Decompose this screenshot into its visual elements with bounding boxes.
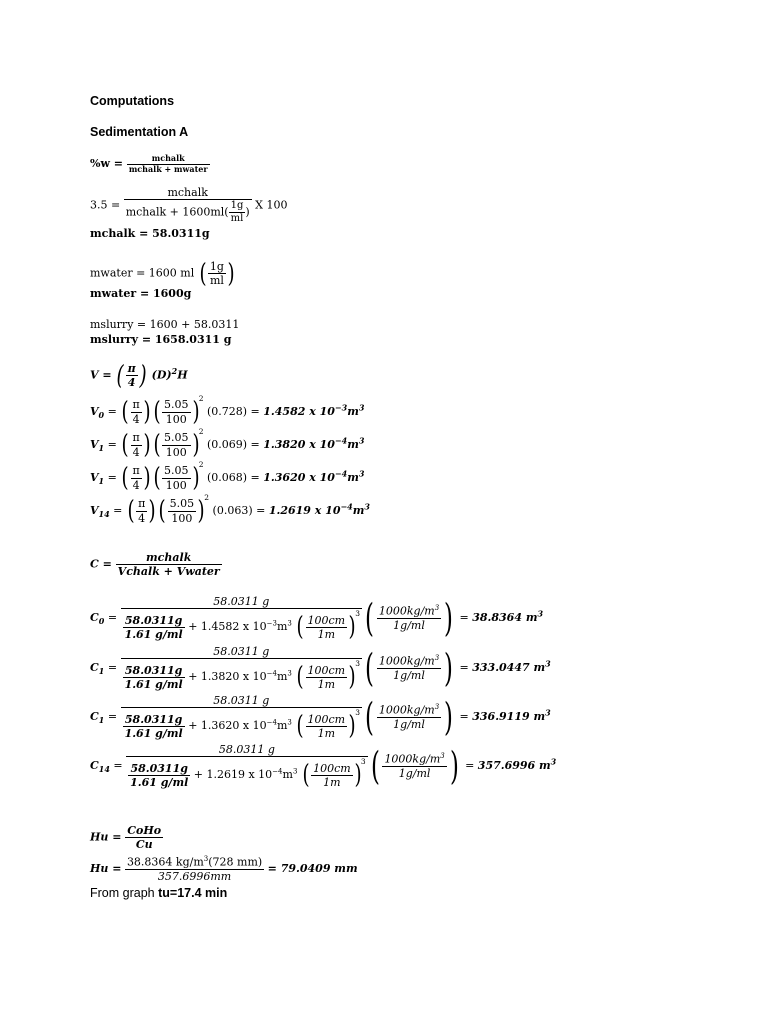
concentration-row: $C_1$ = 58.0311 g $\frac{58.0311g}{1.61 g/ml}$ + 1.3820 x $10^{-4}m^3$ ( $\frac{100cm}{1m}$ )$^3$ ( $\frac{1000kg/m^3}{1g/ml}$ ) = 333.0447 $m^3$ xyxy=(90,645,551,693)
concentration-plus-unit: m xyxy=(276,719,288,733)
heading-computations: Computations xyxy=(90,94,175,108)
volume-result-unit: m xyxy=(352,504,365,517)
concentration-symbol: $C_1$ xyxy=(90,709,105,726)
concentration-cm-fraction xyxy=(306,664,348,691)
concentration-fraction xyxy=(121,595,362,641)
hu-calculation xyxy=(90,855,358,883)
concentration-plus-unit-exp: 3 xyxy=(287,718,292,727)
volume-diameter-fraction xyxy=(168,497,197,524)
volume-formula-d: (D) xyxy=(151,368,172,382)
mwater-result: mwater = 1600g xyxy=(90,287,192,300)
concentration-kg-fraction xyxy=(377,604,441,632)
volume-row: $V_0$ = ( $\frac{\pi}{4}$ ) ( $\frac{5.05}{100}$ )$^2$ (0.728) = 1.4582 x $10^{-3}m^3$ xyxy=(90,394,365,427)
concentration-row: $C_0$ = 58.0311 g $\frac{58.0311g}{1.61 g/ml}$ + 1.4582 x $10^{-3}m^3$ ( $\frac{100cm}{1m}$ )$^3$ ( $\frac{1000kg/m^3}{1g/ml}$ ) = 38.8364 $m^3$ xyxy=(90,595,544,643)
concentration-numerator: 58.0311 g xyxy=(121,645,362,659)
concentration-result-exp: 3 xyxy=(545,707,551,718)
from-graph-line xyxy=(90,886,227,900)
hu-calc-fraction xyxy=(125,855,264,883)
mwater-num: 1g xyxy=(209,260,224,273)
volume-result-unit-exp: 3 xyxy=(358,435,365,446)
volume-pi-fraction xyxy=(131,431,142,458)
equation-3-5-numerator: mchalk xyxy=(124,186,252,200)
concentration-cm-exp: 3 xyxy=(360,757,366,767)
mslurry-result: mslurry = 1658.0311 g xyxy=(90,333,232,346)
volume-formula-pi: π xyxy=(127,362,136,375)
volume-result-value: 1.2619 x 10 xyxy=(268,504,341,517)
concentration-kg-open: ( xyxy=(365,645,374,690)
concentration-plus-exp: −4 xyxy=(266,718,277,727)
volume-result-unit-exp: 3 xyxy=(358,402,365,413)
volume-result-value: 1.3620 x 10 xyxy=(263,471,335,484)
mchalk-result: mchalk = 58.0311g xyxy=(90,227,210,240)
percent-w-numerator: mchalk xyxy=(127,154,210,165)
volume-result xyxy=(268,501,370,517)
concentration-kg-den: 1g/ml xyxy=(393,618,425,632)
volume-open-paren-1: ( xyxy=(121,430,129,460)
volume-symbol xyxy=(90,504,110,520)
volume-diameter-fraction xyxy=(162,398,191,425)
mwater-lhs: mwater = 1600 ml xyxy=(90,266,195,280)
concentration-cm-den: 1m xyxy=(317,677,336,691)
volume-close-paren-1: ) xyxy=(143,397,151,427)
equation-3-5-den-text: mchalk + 1600ml( xyxy=(125,205,229,219)
volume-result xyxy=(263,435,365,451)
volume-pi-den: 4 xyxy=(132,412,140,426)
concentration-kg-num xyxy=(377,703,441,718)
hu-calc-num-rest: (728 mm) xyxy=(208,855,263,869)
concentration-cm-fraction xyxy=(306,713,348,740)
volume-result-value: 1.3820 x 10 xyxy=(263,438,335,451)
volume-pi-num: π xyxy=(132,464,140,478)
volume-height: (0.063) = xyxy=(212,504,266,517)
hu-calc-result: = 79.0409 mm xyxy=(267,862,358,876)
percent-w-den-a: mchalk xyxy=(128,163,162,174)
concentration-kg-num-text: 1000kg/m xyxy=(378,654,435,668)
concentration-kg-fraction xyxy=(377,654,441,682)
concentration-numerator: 58.0311 g xyxy=(121,694,362,708)
concentration-cm-close: ) xyxy=(354,760,362,791)
concentration-result-value: 38.8364 m xyxy=(472,610,538,624)
volume-formula-close-paren: ) xyxy=(139,360,147,391)
volume-result xyxy=(263,468,365,484)
equation-3-5-denominator xyxy=(124,200,252,225)
concentration-plus-unit: m xyxy=(276,670,288,684)
concentration-kg-open: ( xyxy=(370,743,380,788)
concentration-inner-num: 58.0311g xyxy=(123,664,185,678)
volume-open-paren-2: ( xyxy=(153,397,161,427)
hu-calc-lhs: Hu = xyxy=(90,862,122,876)
volume-symbol-letter: V xyxy=(90,438,99,451)
concentration-denominator xyxy=(121,609,362,641)
volume-open-paren-2: ( xyxy=(153,430,161,460)
concentration-fraction xyxy=(126,743,367,789)
concentration-cm-fraction xyxy=(306,614,348,641)
volume-diameter-num: 5.05 xyxy=(164,464,189,478)
concentration-numerator: 58.0311 g xyxy=(121,595,362,609)
volume-formula-exp: 2 xyxy=(171,366,178,377)
equation-3-5-inner-fraction xyxy=(229,200,246,225)
volume-symbol-letter: V xyxy=(90,405,99,418)
mwater-equation xyxy=(90,260,236,287)
concentration-kg-num-exp: 3 xyxy=(434,702,440,711)
concentration-kg-fraction xyxy=(377,703,441,731)
concentration-cm-den: 1m xyxy=(317,627,336,641)
concentration-equals: = xyxy=(459,660,469,674)
volume-result-unit: m xyxy=(347,405,359,418)
volume-symbol-sub: 1 xyxy=(98,443,105,454)
volume-pi-den: 4 xyxy=(138,511,146,525)
equation-3-5 xyxy=(90,186,287,225)
from-graph-label: From graph xyxy=(90,886,155,900)
volume-close-paren-1: ) xyxy=(143,430,151,460)
concentration-plus-unit-exp: 3 xyxy=(292,767,298,776)
concentration-cm-close: ) xyxy=(348,711,356,742)
equation-3-5-inner-den: ml xyxy=(230,213,244,225)
concentration-result-value: 333.0447 m xyxy=(472,660,546,674)
concentration-result-value: 336.9119 m xyxy=(472,709,546,723)
volume-result-exp: −4 xyxy=(334,435,348,446)
concentration-kg-num xyxy=(377,604,441,619)
volume-open-paren-1: ( xyxy=(121,397,129,427)
volume-close-paren-2: ) xyxy=(192,463,200,493)
volume-open-paren-2: ( xyxy=(158,496,167,526)
concentration-result-exp: 3 xyxy=(537,608,544,619)
volume-symbol-sub: 1 xyxy=(98,476,105,487)
hu-calc-num xyxy=(125,855,264,870)
volume-symbol-sub: 0 xyxy=(98,410,105,421)
concentration-inner-fraction xyxy=(128,762,190,789)
concentration-inner-den: 1.61 g/ml xyxy=(124,627,183,641)
concentration-formula-lhs: C = xyxy=(90,557,112,571)
percent-w-formula xyxy=(90,154,210,174)
concentration-row: $C_1$ = 58.0311 g $\frac{58.0311g}{1.61 g/ml}$ + 1.3620 x $10^{-4}m^3$ ( $\frac{100cm}{1m}$ )$^3$ ( $\frac{1000kg/m^3}{1g/ml}$ ) = 336.9119 $m^3$ xyxy=(90,694,551,742)
concentration-kg-num-text: 1000kg/m xyxy=(378,703,435,717)
concentration-cm-num: 100cm xyxy=(307,663,346,677)
volume-result-unit: m xyxy=(347,471,359,484)
volume-close-paren-2: ) xyxy=(192,430,200,460)
volume-result-exp: −4 xyxy=(340,501,353,512)
volume-row: $V_1$ = ( $\frac{\pi}{4}$ ) ( $\frac{5.05}{100}$ )$^2$ (0.068) = 1.3620 x $10^{-4}m^3$ xyxy=(90,460,365,493)
volume-symbol xyxy=(90,471,105,487)
concentration-plus-unit-exp: 3 xyxy=(287,669,292,678)
volume-row: $V_{14}$ = ( $\frac{\pi}{4}$ ) ( $\frac{5.05}{100}$ )$^2$ (0.063) = 1.2619 x $10^{-4}m^3$ xyxy=(90,493,370,526)
volume-pi-den: 4 xyxy=(132,478,140,492)
concentration-cm-open: ( xyxy=(296,711,304,742)
concentration-kg-close: ) xyxy=(444,645,454,690)
concentration-plus-exp: −3 xyxy=(266,619,277,628)
volume-close-paren-2: ) xyxy=(192,397,200,427)
concentration-inner-num: 58.0311g xyxy=(123,713,185,727)
concentration-cm-close: ) xyxy=(348,612,356,643)
concentration-plus-term: + 1.3820 x 10 xyxy=(188,670,267,684)
volume-result-unit: m xyxy=(347,438,359,451)
concentration-kg-open: ( xyxy=(365,595,374,640)
concentration-cm-open: ( xyxy=(302,760,310,791)
percent-w-denominator xyxy=(127,165,210,175)
concentration-inner-den: 1.61 g/ml xyxy=(124,677,183,691)
volume-result-unit-exp: 3 xyxy=(358,468,365,479)
volume-square-exp: 2 xyxy=(198,460,204,469)
concentration-kg-num-exp: 3 xyxy=(434,653,440,662)
concentration-kg-den: 1g/ml xyxy=(393,668,425,682)
concentration-result xyxy=(472,658,551,674)
concentration-kg-num-text: 1000kg/m xyxy=(378,604,435,618)
concentration-formula-den: Vchalk + Vwater xyxy=(117,565,220,579)
concentration-plus-term: + 1.2619 x 10 xyxy=(193,768,273,782)
mwater-den: ml xyxy=(209,274,224,288)
equation-3-5-inner-num: 1g xyxy=(230,200,244,212)
concentration-row: $C_{14}$ = 58.0311 g $\frac{58.0311g}{1.61 g/ml}$ + 1.2619 x $10^{-4}m^3$ ( $\frac{100cm}{1m}$ )$^3$ ( $\frac{1000kg/m^3}{1g/ml}$ ) = 357.6996 $m^3$ xyxy=(90,743,557,791)
volume-close-paren-1: ) xyxy=(148,496,156,526)
concentration-result-exp: 3 xyxy=(550,756,557,767)
volume-pi-num: π xyxy=(138,497,146,511)
concentration-fraction xyxy=(121,694,362,740)
concentration-kg-close: ) xyxy=(449,743,459,788)
concentration-equals: = xyxy=(459,709,469,723)
volume-symbol xyxy=(90,438,105,454)
hu-formula-fraction xyxy=(125,824,163,851)
volume-diameter-num: 5.05 xyxy=(164,398,189,412)
hu-formula xyxy=(90,824,163,851)
volume-result xyxy=(263,402,365,418)
concentration-cm-open: ( xyxy=(296,612,304,643)
concentration-cm-num: 100cm xyxy=(307,712,346,726)
mwater-open-paren: ( xyxy=(199,258,207,289)
concentration-inner-num: 58.0311g xyxy=(123,614,185,628)
concentration-kg-num-text: 1000kg/m xyxy=(384,752,441,766)
concentration-plus-term: + 1.3620 x 10 xyxy=(188,719,267,733)
mslurry-equation: mslurry = 1600 + 58.0311 xyxy=(90,318,240,331)
concentration-kg-den: 1g/ml xyxy=(393,717,425,731)
volume-symbol xyxy=(90,405,105,421)
volume-symbol-sub: 14 xyxy=(98,509,110,520)
mwater-close-paren: ) xyxy=(227,258,235,289)
concentration-numerator: 58.0311 g xyxy=(126,743,367,757)
hu-formula-lhs: Hu = xyxy=(90,830,122,844)
volume-result-exp: −3 xyxy=(334,402,348,413)
equation-3-5-lhs: 3.5 = xyxy=(90,198,121,212)
percent-w-den-b: mwater xyxy=(174,163,208,174)
volume-square-exp: 2 xyxy=(204,493,210,502)
concentration-result-value: 357.6996 m xyxy=(477,758,551,772)
volume-symbol-letter: V xyxy=(90,471,99,484)
concentration-kg-num xyxy=(377,654,441,669)
concentration-kg-num-exp: 3 xyxy=(434,603,440,612)
concentration-inner-den: 1.61 g/ml xyxy=(124,726,183,740)
percent-w-den-plus: + xyxy=(164,163,172,174)
concentration-kg-num-exp: 3 xyxy=(440,751,445,760)
equation-3-5-den-close: ) xyxy=(245,205,250,219)
concentration-cm-exp: 3 xyxy=(355,659,361,669)
concentration-plus-exp: −4 xyxy=(266,669,277,678)
concentration-result xyxy=(472,608,544,624)
hu-formula-den: Cu xyxy=(135,838,153,852)
concentration-result xyxy=(477,756,557,772)
volume-formula-four: 4 xyxy=(127,376,136,390)
concentration-kg-close: ) xyxy=(444,595,454,640)
concentration-result-exp: 3 xyxy=(545,658,551,669)
concentration-kg-num xyxy=(382,752,446,767)
concentration-plus-term: + 1.4582 x 10 xyxy=(188,620,267,634)
concentration-symbol: $C_{14}$ xyxy=(90,758,110,775)
volume-square-exp: 2 xyxy=(198,394,204,403)
volume-pi-num: π xyxy=(132,398,140,412)
concentration-denominator xyxy=(121,659,362,691)
volume-height: (0.728) = xyxy=(206,405,260,418)
concentration-cm-close: ) xyxy=(348,662,356,693)
volume-diameter-num: 5.05 xyxy=(164,431,189,445)
concentration-formula xyxy=(90,551,222,578)
equation-3-5-rhs: X 100 xyxy=(255,198,288,212)
heading-sedimentation-a: Sedimentation A xyxy=(90,125,189,139)
concentration-inner-fraction xyxy=(123,713,185,740)
concentration-denominator xyxy=(126,757,367,789)
concentration-formula-num: mchalk xyxy=(116,551,222,565)
volume-pi-fraction xyxy=(131,464,142,491)
concentration-inner-fraction xyxy=(123,614,185,641)
concentration-symbol: $C_1$ xyxy=(90,660,105,677)
volume-diameter-den: 100 xyxy=(165,412,187,426)
concentration-equals: = xyxy=(459,610,469,624)
concentration-cm-exp: 3 xyxy=(355,708,361,718)
concentration-kg-fraction xyxy=(382,752,446,780)
volume-pi-fraction xyxy=(131,398,142,425)
volume-close-paren-1: ) xyxy=(143,463,151,493)
volume-diameter-den: 100 xyxy=(165,478,187,492)
hu-formula-num: CoHo xyxy=(127,824,162,837)
concentration-kg-open: ( xyxy=(365,694,374,739)
volume-pi-num: π xyxy=(132,431,140,445)
hu-calc-num-text: 38.8364 kg/m xyxy=(126,855,204,869)
volume-close-paren-2: ) xyxy=(197,496,205,526)
concentration-cm-num: 100cm xyxy=(307,613,346,627)
concentration-symbol-sub: 1 xyxy=(98,715,105,726)
hu-calc-den: 357.6996mm xyxy=(157,869,232,883)
volume-diameter-den: 100 xyxy=(165,445,187,459)
concentration-cm-den: 1m xyxy=(317,726,336,740)
volume-height: (0.069) = xyxy=(206,438,260,451)
concentration-cm-open: ( xyxy=(296,662,304,693)
concentration-symbol-sub: 0 xyxy=(98,616,105,627)
concentration-symbol: $C_0$ xyxy=(90,610,105,627)
mwater-fraction xyxy=(208,260,226,287)
from-graph-value: tu=17.4 min xyxy=(158,886,228,900)
volume-diameter-fraction xyxy=(162,464,191,491)
concentration-equals: = xyxy=(465,758,475,772)
concentration-plus-unit: m xyxy=(282,768,293,782)
volume-formula-open-paren: ( xyxy=(116,360,125,391)
equation-3-5-fraction xyxy=(124,186,252,225)
hu-calc-num-exp: 3 xyxy=(203,855,209,863)
concentration-cm-fraction xyxy=(311,762,353,789)
concentration-inner-fraction xyxy=(123,664,185,691)
concentration-symbol-sub: 1 xyxy=(98,666,105,677)
volume-pi-fraction xyxy=(136,497,147,524)
concentration-formula-fraction xyxy=(116,551,222,578)
percent-w-fraction xyxy=(127,154,210,174)
concentration-fraction xyxy=(121,645,362,691)
volume-open-paren-2: ( xyxy=(153,463,161,493)
volume-diameter-den: 100 xyxy=(171,511,193,525)
concentration-cm-den: 1m xyxy=(323,775,341,789)
volume-result-exp: −4 xyxy=(334,468,348,479)
concentration-denominator xyxy=(121,708,362,740)
concentration-symbol-sub: 14 xyxy=(98,764,110,775)
concentration-plus-unit-exp: 3 xyxy=(287,619,292,628)
volume-pi-den: 4 xyxy=(132,445,140,459)
volume-formula xyxy=(90,362,188,389)
volume-open-paren-1: ( xyxy=(127,496,135,526)
concentration-cm-exp: 3 xyxy=(355,609,361,619)
volume-square-exp: 2 xyxy=(198,427,204,436)
volume-result-unit-exp: 3 xyxy=(364,501,370,512)
concentration-result xyxy=(472,707,551,723)
concentration-plus-exp: −4 xyxy=(272,767,283,776)
concentration-cm-num: 100cm xyxy=(313,761,351,775)
concentration-plus-unit: m xyxy=(276,620,288,634)
volume-formula-lhs: V = xyxy=(90,368,112,382)
concentration-kg-den: 1g/ml xyxy=(398,766,431,780)
volume-result-value: 1.4582 x 10 xyxy=(263,405,335,418)
volume-diameter-num: 5.05 xyxy=(169,497,195,511)
volume-diameter-fraction xyxy=(162,431,191,458)
concentration-inner-den: 1.61 g/ml xyxy=(130,775,189,789)
percent-w-lhs: %w = xyxy=(90,157,123,171)
volume-formula-h: H xyxy=(177,368,188,382)
concentration-kg-close: ) xyxy=(444,694,454,739)
volume-symbol-letter: V xyxy=(90,504,99,517)
concentration-inner-num: 58.0311g xyxy=(128,762,190,776)
volume-height: (0.068) = xyxy=(206,471,260,484)
volume-formula-pi-fraction xyxy=(126,362,138,389)
volume-row: $V_1$ = ( $\frac{\pi}{4}$ ) ( $\frac{5.05}{100}$ )$^2$ (0.069) = 1.3820 x $10^{-4}m^3$ xyxy=(90,427,365,460)
volume-open-paren-1: ( xyxy=(121,463,129,493)
